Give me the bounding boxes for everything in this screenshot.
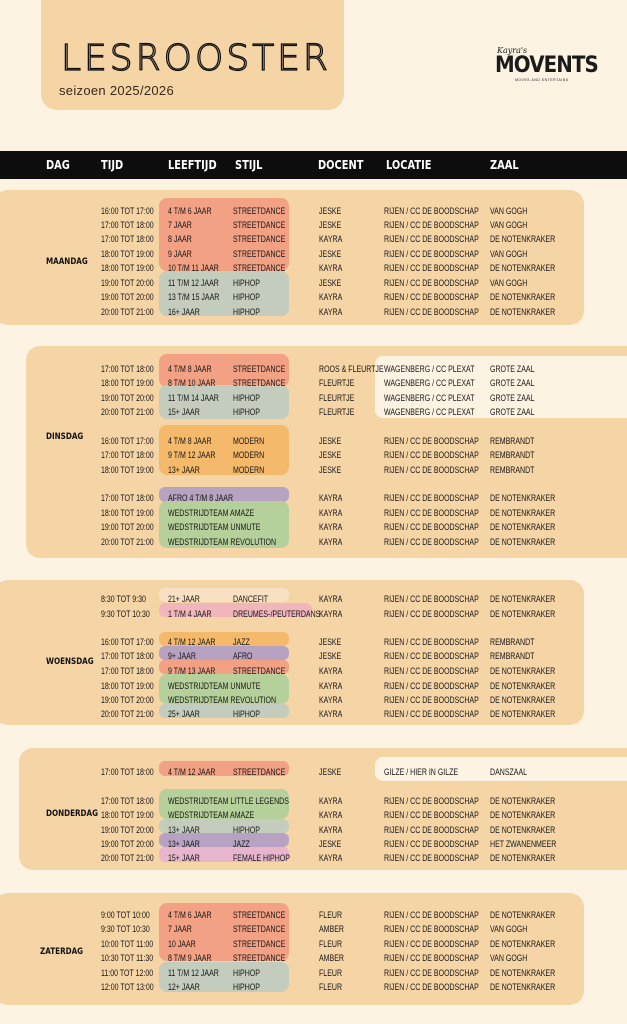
hall-cell: DE NOTENKRAKER (490, 709, 556, 719)
location-cell: RIJEN / CC DE BOODSCHAP (384, 609, 479, 619)
hall-cell: DE NOTENKRAKER (490, 968, 556, 978)
age-cell: 13 T/M 15 JAAR (168, 292, 220, 302)
time-cell: 19:00 TOT 20:00 (101, 695, 154, 705)
hall-cell: VAN GOGH (490, 953, 528, 963)
schedule-row (0, 276, 627, 290)
schedule-row (0, 765, 627, 779)
time-cell: 16:00 TOT 17:00 (101, 637, 154, 647)
location-cell: RIJEN / CC DE BOODSCHAP (384, 924, 479, 934)
time-cell: 19:00 TOT 20:00 (101, 839, 154, 849)
teacher-cell: JESKE (319, 249, 342, 259)
teacher-cell: KAYRA (319, 594, 343, 604)
style-cell: HIPHOP (233, 278, 260, 288)
teacher-cell: JESKE (319, 436, 342, 446)
location-cell: RIJEN / CC DE BOODSCHAP (384, 465, 479, 475)
teacher-cell: FLEUR (319, 939, 343, 949)
age-cell: WEDSTRIJDTEAM AMAZE (168, 810, 255, 820)
style-cell: JAZZ (233, 637, 250, 647)
age-cell: 8 JAAR (168, 234, 192, 244)
time-cell: 17:00 TOT 18:00 (101, 666, 154, 676)
hall-cell: VAN GOGH (490, 220, 528, 230)
time-cell: 19:00 TOT 20:00 (101, 522, 154, 532)
location-cell: RIJEN / CC DE BOODSCHAP (384, 278, 479, 288)
teacher-cell: JESKE (319, 450, 342, 460)
location-cell: RIJEN / CC DE BOODSCHAP (384, 307, 479, 317)
schedule-row (0, 506, 627, 520)
time-cell: 18:00 TOT 19:00 (101, 810, 154, 820)
age-cell: WEDSTRIJDTEAM UNMUTE (168, 681, 261, 691)
age-cell: 11 T/M 12 JAAR (168, 278, 219, 288)
time-cell: 16:00 TOT 17:00 (101, 206, 154, 216)
age-cell: WEDSTRIJDTEAM UNMUTE (168, 522, 261, 532)
teacher-cell: KAYRA (319, 825, 343, 835)
location-cell: RIJEN / CC DE BOODSCHAP (384, 651, 479, 661)
header-style: STIJL (235, 158, 263, 172)
teacher-cell: KAYRA (319, 695, 343, 705)
style-cell: DREUMES-/PEUTERDANS (233, 609, 321, 619)
header-time: TIJD (101, 158, 124, 172)
teacher-cell: JESKE (319, 206, 342, 216)
schedule-row (0, 908, 627, 922)
style-cell: AFRO (233, 651, 253, 661)
style-cell: HIPHOP (233, 982, 260, 992)
age-cell: 13+ JAAR (168, 825, 200, 835)
location-cell: RIJEN / CC DE BOODSCHAP (384, 493, 479, 503)
style-cell: STREETDANCE (233, 234, 286, 244)
location-cell: RIJEN / CC DE BOODSCHAP (384, 681, 479, 691)
schedule-row (0, 937, 627, 951)
location-cell: RIJEN / CC DE BOODSCHAP (384, 263, 479, 273)
location-cell: RIJEN / CC DE BOODSCHAP (384, 939, 479, 949)
hall-cell: DE NOTENKRAKER (490, 234, 556, 244)
age-cell: 4 T/M 6 JAAR (168, 910, 212, 920)
age-cell: AFRO 4 T/M 8 JAAR (168, 493, 234, 503)
age-cell: 4 T/M 8 JAAR (168, 364, 212, 374)
hall-cell: DE NOTENKRAKER (490, 508, 556, 518)
style-cell: STREETDANCE (233, 910, 286, 920)
location-cell: RIJEN / CC DE BOODSCHAP (384, 234, 479, 244)
time-cell: 17:00 TOT 18:00 (101, 364, 154, 374)
teacher-cell: KAYRA (319, 263, 343, 273)
location-cell: RIJEN / CC DE BOODSCHAP (384, 537, 479, 547)
location-cell: WAGENBERG / CC PLEXAT (384, 378, 475, 388)
age-cell: 15+ JAAR (168, 407, 200, 417)
time-cell: 20:00 TOT 21:00 (101, 407, 154, 417)
location-cell: WAGENBERG / CC PLEXAT (384, 407, 475, 417)
header-day: DAG (46, 158, 70, 172)
age-cell: 10 T/M 11 JAAR (168, 263, 219, 273)
teacher-cell: KAYRA (319, 493, 343, 503)
hall-cell: DE NOTENKRAKER (490, 681, 556, 691)
schedule-row (0, 491, 627, 505)
style-cell: STREETDANCE (233, 924, 286, 934)
style-cell: HIPHOP (233, 709, 260, 719)
teacher-cell: JESKE (319, 651, 342, 661)
time-cell: 17:00 TOT 18:00 (101, 796, 154, 806)
logo-tagline: MOVES AND ENTERTAINS (515, 78, 569, 82)
teacher-cell: FLEURTJE (319, 407, 355, 417)
teacher-cell: KAYRA (319, 508, 343, 518)
hall-cell: HET ZWANENMEER (490, 839, 557, 849)
time-cell: 18:00 TOT 19:00 (101, 681, 154, 691)
time-cell: 19:00 TOT 20:00 (101, 292, 154, 302)
day-label: DINSDAG (46, 432, 84, 442)
schedule-row (0, 434, 627, 448)
teacher-cell: KAYRA (319, 796, 343, 806)
age-cell: 21+ JAAR (168, 594, 200, 604)
season-subtitle: seizoen 2025/2026 (59, 83, 174, 98)
style-cell: HIPHOP (233, 407, 260, 417)
teacher-cell: KAYRA (319, 307, 343, 317)
age-cell: 9 JAAR (168, 249, 192, 259)
teacher-cell: JESKE (319, 220, 342, 230)
hall-cell: DE NOTENKRAKER (490, 853, 556, 863)
schedule-row (0, 535, 627, 549)
location-cell: RIJEN / CC DE BOODSCHAP (384, 450, 479, 460)
hall-cell: REMBRANDT (490, 651, 535, 661)
hall-cell: REMBRANDT (490, 637, 535, 647)
style-cell: MODERN (233, 465, 265, 475)
day-label: ZATERDAG (40, 947, 84, 957)
location-cell: WAGENBERG / CC PLEXAT (384, 364, 475, 374)
location-cell: RIJEN / CC DE BOODSCHAP (384, 953, 479, 963)
style-cell: MODERN (233, 450, 265, 460)
age-cell: 16+ JAAR (168, 307, 200, 317)
location-cell: RIJEN / CC DE BOODSCHAP (384, 522, 479, 532)
time-cell: 19:00 TOT 20:00 (101, 278, 154, 288)
hall-cell: DE NOTENKRAKER (490, 594, 556, 604)
time-cell: 18:00 TOT 19:00 (101, 465, 154, 475)
movents-logo (495, 46, 598, 82)
age-cell: WEDSTRIJDTEAM AMAZE (168, 508, 255, 518)
age-cell: 8 T/M 9 JAAR (168, 953, 212, 963)
schedule-row (0, 261, 627, 275)
age-cell: 13+ JAAR (168, 839, 200, 849)
logo-script: Kayra's (497, 46, 528, 55)
day-label: WOENSDAG (46, 657, 94, 667)
time-cell: 9:30 TOT 10:30 (101, 924, 150, 934)
teacher-cell: KAYRA (319, 234, 343, 244)
hall-cell: GROTE ZAAL (490, 378, 535, 388)
time-cell: 20:00 TOT 21:00 (101, 853, 154, 863)
style-cell: HIPHOP (233, 292, 260, 302)
schedule-row (0, 808, 627, 822)
time-cell: 19:00 TOT 20:00 (101, 393, 154, 403)
time-cell: 8:30 TOT 9:30 (101, 594, 146, 604)
hall-cell: DE NOTENKRAKER (490, 537, 556, 547)
header-teacher: DOCENT (318, 158, 364, 172)
location-cell: RIJEN / CC DE BOODSCHAP (384, 709, 479, 719)
time-cell: 9:30 TOT 10:30 (101, 609, 150, 619)
teacher-cell: FLEURTJE (319, 393, 355, 403)
style-cell: STREETDANCE (233, 249, 286, 259)
hall-cell: REMBRANDT (490, 450, 535, 460)
age-cell: 4 T/M 12 JAAR (168, 637, 216, 647)
style-cell: HIPHOP (233, 393, 260, 403)
schedule-row (0, 649, 627, 663)
hall-cell: DE NOTENKRAKER (490, 796, 556, 806)
age-cell: 1 T/M 4 JAAR (168, 609, 212, 619)
time-cell: 17:00 TOT 18:00 (101, 767, 154, 777)
schedule-row (0, 693, 627, 707)
location-cell: RIJEN / CC DE BOODSCHAP (384, 666, 479, 676)
teacher-cell: FLEUR (319, 968, 343, 978)
location-cell: RIJEN / CC DE BOODSCHAP (384, 839, 479, 849)
style-cell: STREETDANCE (233, 939, 286, 949)
age-cell: 9 T/M 13 JAAR (168, 666, 216, 676)
style-cell: DANCEFIT (233, 594, 269, 604)
hall-cell: DE NOTENKRAKER (490, 666, 556, 676)
teacher-cell: KAYRA (319, 292, 343, 302)
hall-cell: DE NOTENKRAKER (490, 522, 556, 532)
hall-cell: GROTE ZAAL (490, 364, 535, 374)
style-cell: STREETDANCE (233, 767, 286, 777)
age-cell: WEDSTRIJDTEAM LITTLE LEGENDS (168, 796, 289, 806)
style-cell: STREETDANCE (233, 220, 286, 230)
hall-cell: DE NOTENKRAKER (490, 825, 556, 835)
logo-name: MOVENTS (495, 53, 598, 78)
location-cell: RIJEN / CC DE BOODSCHAP (384, 796, 479, 806)
hall-cell: VAN GOGH (490, 924, 528, 934)
time-cell: 18:00 TOT 19:00 (101, 378, 154, 388)
age-cell: 10 JAAR (168, 939, 196, 949)
style-cell: STREETDANCE (233, 378, 286, 388)
schedule-row (0, 448, 627, 462)
time-cell: 10:00 TOT 11:00 (101, 939, 154, 949)
hall-cell: DE NOTENKRAKER (490, 609, 556, 619)
teacher-cell: KAYRA (319, 853, 343, 863)
time-cell: 17:00 TOT 18:00 (101, 450, 154, 460)
hall-cell: REMBRANDT (490, 436, 535, 446)
age-cell: 11 T/M 12 JAAR (168, 968, 219, 978)
age-cell: WEDSTRIJDTEAM REVOLUTION (168, 695, 277, 705)
schedule-row (0, 607, 627, 621)
teacher-cell: FLEUR (319, 910, 343, 920)
time-cell: 20:00 TOT 21:00 (101, 537, 154, 547)
schedule-row (0, 823, 627, 837)
schedule-row (0, 218, 627, 232)
teacher-cell: JESKE (319, 767, 342, 777)
teacher-cell: KAYRA (319, 681, 343, 691)
schedule-row (0, 204, 627, 218)
time-cell: 17:00 TOT 18:00 (101, 651, 154, 661)
schedule-row (0, 664, 627, 678)
location-cell: RIJEN / CC DE BOODSCHAP (384, 206, 479, 216)
location-cell: RIJEN / CC DE BOODSCHAP (384, 508, 479, 518)
title-card (41, 0, 344, 110)
location-cell: RIJEN / CC DE BOODSCHAP (384, 637, 479, 647)
age-cell: 9+ JAAR (168, 651, 196, 661)
location-cell: RIJEN / CC DE BOODSCHAP (384, 436, 479, 446)
schedule-row (0, 635, 627, 649)
style-cell: STREETDANCE (233, 953, 286, 963)
location-cell: RIJEN / CC DE BOODSCHAP (384, 982, 479, 992)
age-cell: 11 T/M 14 JAAR (168, 393, 219, 403)
age-cell: 7 JAAR (168, 220, 192, 230)
age-cell: 4 T/M 8 JAAR (168, 436, 212, 446)
teacher-cell: KAYRA (319, 537, 343, 547)
location-cell: RIJEN / CC DE BOODSCHAP (384, 825, 479, 835)
teacher-cell: JESKE (319, 465, 342, 475)
header-age: LEEFTIJD (168, 158, 217, 172)
schedule-row (0, 980, 627, 994)
teacher-cell: FLEUR (319, 982, 343, 992)
age-cell: 12+ JAAR (168, 982, 200, 992)
schedule-row (0, 951, 627, 965)
location-cell: RIJEN / CC DE BOODSCHAP (384, 910, 479, 920)
hall-cell: DE NOTENKRAKER (490, 910, 556, 920)
page-title: LESROOSTER (61, 38, 331, 79)
style-cell: STREETDANCE (233, 206, 286, 216)
time-cell: 17:00 TOT 18:00 (101, 234, 154, 244)
location-cell: WAGENBERG / CC PLEXAT (384, 393, 475, 403)
schedule-row (0, 376, 627, 390)
hall-cell: DE NOTENKRAKER (490, 810, 556, 820)
hall-cell: REMBRANDT (490, 465, 535, 475)
hall-cell: DE NOTENKRAKER (490, 263, 556, 273)
time-cell: 20:00 TOT 21:00 (101, 307, 154, 317)
schedule-row (0, 405, 627, 419)
hall-cell: DE NOTENKRAKER (490, 307, 556, 317)
hall-cell: GROTE ZAAL (490, 407, 535, 417)
time-cell: 19:00 TOT 20:00 (101, 825, 154, 835)
teacher-cell: KAYRA (319, 666, 343, 676)
schedule-row (0, 232, 627, 246)
teacher-cell: KAYRA (319, 810, 343, 820)
hall-cell: DE NOTENKRAKER (490, 982, 556, 992)
location-cell: RIJEN / CC DE BOODSCHAP (384, 853, 479, 863)
age-cell: 25+ JAAR (168, 709, 200, 719)
hall-cell: DE NOTENKRAKER (490, 493, 556, 503)
schedule-row (0, 247, 627, 261)
schedule-row (0, 966, 627, 980)
teacher-cell: JESKE (319, 637, 342, 647)
style-cell: STREETDANCE (233, 666, 286, 676)
teacher-cell: KAYRA (319, 522, 343, 532)
teacher-cell: JESKE (319, 278, 342, 288)
location-cell: RIJEN / CC DE BOODSCHAP (384, 249, 479, 259)
schedule-row (0, 290, 627, 304)
location-cell: GILZE / HIER IN GILZE (384, 767, 459, 777)
hall-cell: DE NOTENKRAKER (490, 695, 556, 705)
header-hall: ZAAL (490, 158, 519, 172)
schedule-row (0, 707, 627, 721)
hall-cell: GROTE ZAAL (490, 393, 535, 403)
age-cell: 7 JAAR (168, 924, 192, 934)
time-cell: 11:00 TOT 12:00 (101, 968, 154, 978)
time-cell: 17:00 TOT 18:00 (101, 493, 154, 503)
location-cell: RIJEN / CC DE BOODSCHAP (384, 695, 479, 705)
style-cell: FEMALE HIPHOP (233, 853, 290, 863)
time-cell: 20:00 TOT 21:00 (101, 709, 154, 719)
teacher-cell: ROOS & FLEURTJE (319, 364, 384, 374)
age-cell: 4 T/M 6 JAAR (168, 206, 212, 216)
hall-cell: DE NOTENKRAKER (490, 939, 556, 949)
schedule-row (0, 837, 627, 851)
age-cell: 15+ JAAR (168, 853, 200, 863)
schedule-row (0, 851, 627, 865)
schedule-row (0, 794, 627, 808)
location-cell: RIJEN / CC DE BOODSCHAP (384, 292, 479, 302)
time-cell: 17:00 TOT 18:00 (101, 220, 154, 230)
location-cell: RIJEN / CC DE BOODSCHAP (384, 968, 479, 978)
location-cell: RIJEN / CC DE BOODSCHAP (384, 810, 479, 820)
style-cell: HIPHOP (233, 307, 260, 317)
style-cell: JAZZ (233, 839, 250, 849)
style-cell: HIPHOP (233, 968, 260, 978)
schedule-row (0, 592, 627, 606)
teacher-cell: AMBER (319, 924, 344, 934)
hall-cell: VAN GOGH (490, 206, 528, 216)
schedule-row (0, 463, 627, 477)
time-cell: 9:00 TOT 10:00 (101, 910, 150, 920)
teacher-cell: KAYRA (319, 709, 343, 719)
time-cell: 18:00 TOT 19:00 (101, 508, 154, 518)
teacher-cell: FLEURTJE (319, 378, 355, 388)
schedule-row (0, 362, 627, 376)
teacher-cell: AMBER (319, 953, 344, 963)
day-label: DONDERDAG (46, 809, 99, 819)
style-cell: STREETDANCE (233, 364, 286, 374)
header-location: LOCATIE (386, 158, 432, 172)
teacher-cell: KAYRA (319, 609, 343, 619)
schedule-row (0, 679, 627, 693)
hall-cell: VAN GOGH (490, 278, 528, 288)
hall-cell: DANSZAAL (490, 767, 528, 777)
schedule-row (0, 391, 627, 405)
day-label: MAANDAG (46, 257, 88, 267)
age-cell: WEDSTRIJDTEAM REVOLUTION (168, 537, 277, 547)
column-header-bar (0, 151, 627, 179)
time-cell: 18:00 TOT 19:00 (101, 263, 154, 273)
location-cell: RIJEN / CC DE BOODSCHAP (384, 594, 479, 604)
location-cell: RIJEN / CC DE BOODSCHAP (384, 220, 479, 230)
age-cell: 4 T/M 12 JAAR (168, 767, 216, 777)
hall-cell: DE NOTENKRAKER (490, 292, 556, 302)
hall-cell: VAN GOGH (490, 249, 528, 259)
age-cell: 13+ JAAR (168, 465, 200, 475)
schedule-row (0, 305, 627, 319)
style-cell: HIPHOP (233, 825, 260, 835)
time-cell: 10:30 TOT 11:30 (101, 953, 154, 963)
time-cell: 18:00 TOT 19:00 (101, 249, 154, 259)
time-cell: 12:00 TOT 13:00 (101, 982, 154, 992)
teacher-cell: JESKE (319, 839, 342, 849)
schedule-row (0, 922, 627, 936)
style-cell: MODERN (233, 436, 265, 446)
time-cell: 16:00 TOT 17:00 (101, 436, 154, 446)
age-cell: 9 T/M 12 JAAR (168, 450, 216, 460)
age-cell: 8 T/M 10 JAAR (168, 378, 216, 388)
style-cell: STREETDANCE (233, 263, 286, 273)
schedule-row (0, 520, 627, 534)
